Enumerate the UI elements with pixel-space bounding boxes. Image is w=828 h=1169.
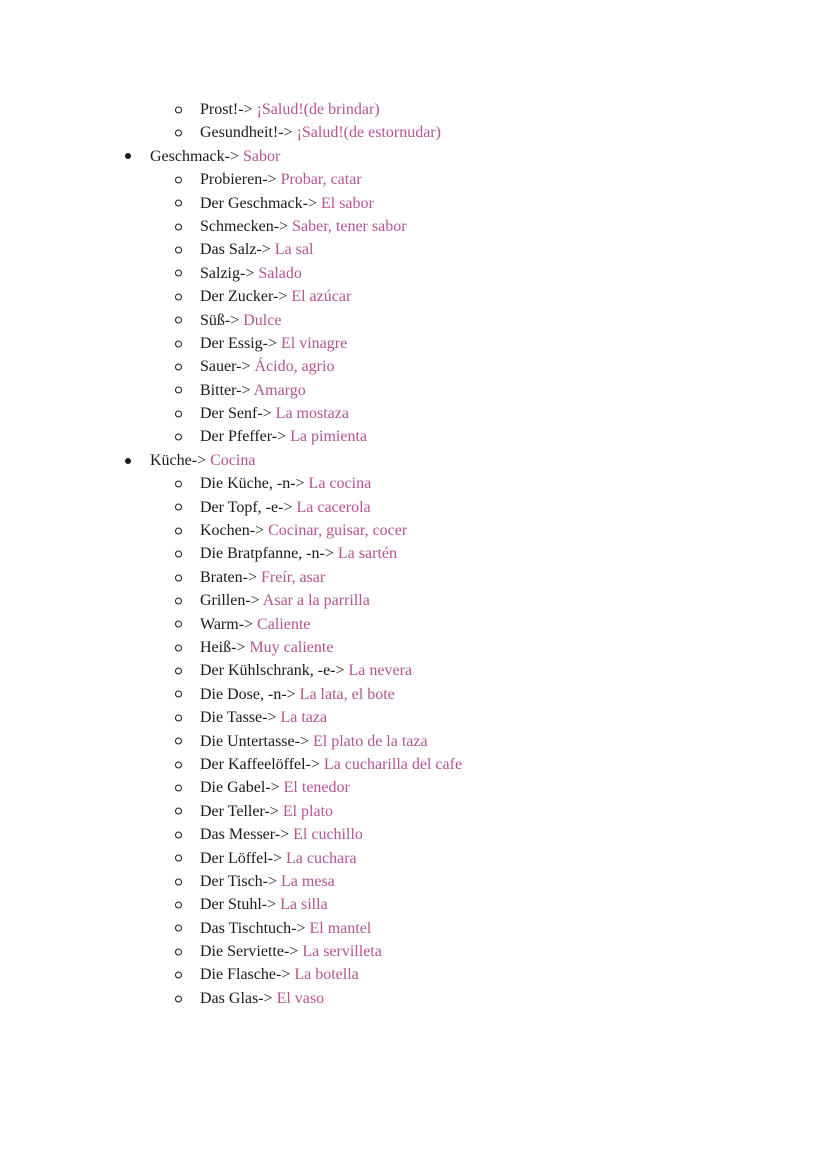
german-term: Die Bratpfanne, -n-> <box>200 545 334 563</box>
spanish-translation: El vinagre <box>277 334 348 352</box>
german-term: Die Küche, -n-> <box>200 475 305 493</box>
spanish-translation: El vaso <box>272 989 325 1007</box>
spanish-translation: La cuchara <box>282 849 357 867</box>
vocabulary-item <box>0 847 828 870</box>
vocabulary-item <box>0 355 828 378</box>
spanish-translation: Saber, tener sabor <box>288 217 407 235</box>
german-term: Der Kühlschrank, -e-> <box>200 662 345 680</box>
german-term: Die Tasse-> <box>200 709 277 727</box>
vocabulary-item <box>0 472 828 495</box>
spanish-translation: El tenedor <box>279 779 350 797</box>
german-term: Der Zucker-> <box>200 288 288 306</box>
vocabulary-list <box>0 98 828 1010</box>
spanish-translation: La cacerola <box>292 498 371 516</box>
vocabulary-item <box>0 285 828 308</box>
section-heading-item <box>0 145 828 168</box>
hollow-bullet-icon <box>175 901 182 908</box>
vocabulary-item <box>0 379 828 402</box>
german-term: Der Stuhl-> <box>200 896 277 914</box>
hollow-bullet-icon <box>175 878 182 885</box>
german-term: Geschmack-> <box>150 147 239 165</box>
hollow-bullet-icon <box>175 130 182 137</box>
german-term: Der Senf-> <box>200 405 272 423</box>
hollow-bullet-icon <box>175 176 182 183</box>
spanish-translation: ¡Salud!(de estornudar) <box>292 124 441 142</box>
vocabulary-item <box>0 496 828 519</box>
german-term: Das Tischtuch-> <box>200 919 306 937</box>
spanish-translation: La mostaza <box>271 405 349 423</box>
vocabulary-item <box>0 238 828 261</box>
german-term: Das Glas-> <box>200 989 273 1007</box>
vocabulary-item <box>0 121 828 144</box>
spanish-translation: El sabor <box>316 194 374 212</box>
hollow-bullet-icon <box>175 574 182 581</box>
german-term: Der Teller-> <box>200 802 279 820</box>
german-term: Der Tisch-> <box>200 872 278 890</box>
vocabulary-item <box>0 332 828 355</box>
vocabulary-item <box>0 940 828 963</box>
section-heading-item <box>0 449 828 472</box>
german-term: Bitter-> <box>200 381 251 399</box>
german-term: Der Topf, -e-> <box>200 498 293 516</box>
spanish-translation: Freír, asar <box>257 568 326 586</box>
german-term: Die Gabel-> <box>200 779 280 797</box>
vocabulary-item <box>0 309 828 332</box>
filled-bullet-icon <box>125 153 131 159</box>
german-term: Probieren-> <box>200 171 277 189</box>
spanish-translation: La cucharilla del cafe <box>319 755 463 773</box>
hollow-bullet-icon <box>175 785 182 792</box>
vocabulary-item <box>0 519 828 542</box>
spanish-translation: El mantel <box>305 919 372 937</box>
spanish-translation: Salado <box>254 264 302 282</box>
vocabulary-item <box>0 98 828 121</box>
german-term: Die Dose, -n-> <box>200 685 296 703</box>
vocabulary-item <box>0 168 828 191</box>
spanish-translation: La nevera <box>344 662 413 680</box>
vocabulary-item <box>0 776 828 799</box>
spanish-translation: Muy caliente <box>245 638 334 656</box>
spanish-translation: La botella <box>290 966 359 984</box>
vocabulary-item <box>0 706 828 729</box>
hollow-bullet-icon <box>175 106 182 113</box>
german-term: Schmecken-> <box>200 217 289 235</box>
spanish-translation: Ácido, agrio <box>250 358 335 376</box>
hollow-bullet-icon <box>175 855 182 862</box>
hollow-bullet-icon <box>175 200 182 207</box>
german-term: Der Geschmack-> <box>200 194 317 212</box>
filled-bullet-icon <box>125 458 131 464</box>
hollow-bullet-icon <box>175 808 182 815</box>
hollow-bullet-icon <box>175 340 182 347</box>
german-term: Salzig-> <box>200 264 255 282</box>
vocabulary-item <box>0 192 828 215</box>
german-term: Der Pfeffer-> <box>200 428 287 446</box>
german-term: Das Messer-> <box>200 826 290 844</box>
spanish-translation: Cocina <box>206 451 256 469</box>
spanish-translation: Caliente <box>253 615 311 633</box>
hollow-bullet-icon <box>175 293 182 300</box>
german-term: Grillen-> <box>200 592 260 610</box>
german-term: Heiß-> <box>200 638 246 656</box>
german-term: Der Kaffeelöffel-> <box>200 755 320 773</box>
german-term: Das Salz-> <box>200 241 271 259</box>
vocabulary-item <box>0 589 828 612</box>
vocabulary-item <box>0 636 828 659</box>
spanish-translation: ¡Salud!(de brindar) <box>252 101 380 118</box>
hollow-bullet-icon <box>175 434 182 441</box>
hollow-bullet-icon <box>175 363 182 370</box>
german-term: Gesundheit!-> <box>200 124 293 142</box>
spanish-translation: Amargo <box>250 381 306 399</box>
vocabulary-item <box>0 917 828 940</box>
german-term: Der Essig-> <box>200 334 278 352</box>
hollow-bullet-icon <box>175 691 182 698</box>
vocabulary-item <box>0 425 828 448</box>
spanish-translation: El cuchillo <box>289 826 363 844</box>
german-term: Warm-> <box>200 615 254 633</box>
spanish-translation: La silla <box>276 896 328 914</box>
hollow-bullet-icon <box>175 317 182 324</box>
spanish-translation: Dulce <box>239 311 282 329</box>
hollow-bullet-icon <box>175 948 182 955</box>
spanish-translation: El plato <box>278 802 334 820</box>
hollow-bullet-icon <box>175 831 182 838</box>
german-term: Süß-> <box>200 311 240 329</box>
german-term: Küche-> <box>150 451 207 469</box>
spanish-translation: La mesa <box>277 872 335 890</box>
spanish-translation: Cocinar, guisar, cocer <box>264 522 408 540</box>
german-term: Die Serviette-> <box>200 943 299 961</box>
vocabulary-item <box>0 613 828 636</box>
vocabulary-item <box>0 566 828 589</box>
spanish-translation: La servilleta <box>298 943 382 961</box>
german-term: Kochen-> <box>200 522 265 540</box>
hollow-bullet-icon <box>175 972 182 979</box>
vocabulary-item <box>0 753 828 776</box>
spanish-translation: Probar, catar <box>276 171 362 189</box>
spanish-translation: El plato de la taza <box>308 732 428 750</box>
hollow-bullet-icon <box>175 270 182 277</box>
hollow-bullet-icon <box>175 387 182 394</box>
hollow-bullet-icon <box>175 527 182 534</box>
spanish-translation: Sabor <box>238 147 281 165</box>
hollow-bullet-icon <box>175 995 182 1002</box>
spanish-translation: La sartén <box>333 545 397 563</box>
hollow-bullet-icon <box>175 925 182 932</box>
vocabulary-item <box>0 659 828 682</box>
german-term: Die Flasche-> <box>200 966 291 984</box>
vocabulary-item <box>0 870 828 893</box>
hollow-bullet-icon <box>175 504 182 511</box>
spanish-translation: La taza <box>276 709 328 727</box>
vocabulary-item <box>0 730 828 753</box>
vocabulary-item <box>0 987 828 1010</box>
spanish-translation: La cocina <box>304 475 372 493</box>
german-term: Sauer-> <box>200 358 251 376</box>
spanish-translation: La sal <box>270 241 314 259</box>
vocabulary-item <box>0 262 828 285</box>
spanish-translation: La pimienta <box>286 428 367 446</box>
hollow-bullet-icon <box>175 644 182 651</box>
hollow-bullet-icon <box>175 410 182 417</box>
hollow-bullet-icon <box>175 738 182 745</box>
hollow-bullet-icon <box>175 223 182 230</box>
hollow-bullet-icon <box>175 761 182 768</box>
german-term: Der Löffel-> <box>200 849 283 867</box>
hollow-bullet-icon <box>175 714 182 721</box>
hollow-bullet-icon <box>175 668 182 675</box>
hollow-bullet-icon <box>175 247 182 254</box>
vocabulary-item <box>0 800 828 823</box>
vocabulary-item <box>0 823 828 846</box>
vocabulary-item <box>0 402 828 425</box>
vocabulary-item <box>0 683 828 706</box>
spanish-translation: El azúcar <box>287 288 352 306</box>
hollow-bullet-icon <box>175 551 182 558</box>
vocabulary-item <box>0 963 828 986</box>
vocabulary-item <box>0 215 828 238</box>
german-term: Prost!-> <box>200 101 253 118</box>
german-term: Braten-> <box>200 568 257 586</box>
spanish-translation: La lata, el bote <box>295 685 395 703</box>
german-term: Die Untertasse-> <box>200 732 309 750</box>
hollow-bullet-icon <box>175 597 182 604</box>
spanish-translation: Asar a la parrilla <box>259 592 370 610</box>
vocabulary-item <box>0 893 828 916</box>
hollow-bullet-icon <box>175 480 182 487</box>
vocabulary-item <box>0 542 828 565</box>
hollow-bullet-icon <box>175 621 182 628</box>
